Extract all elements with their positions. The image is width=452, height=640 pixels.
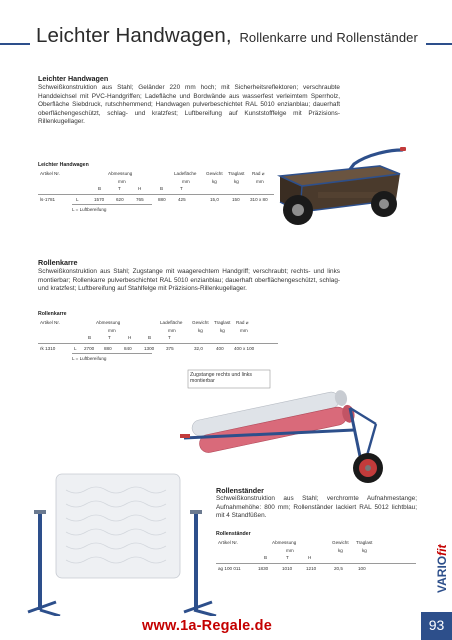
cell: 375 (166, 346, 174, 351)
unit: mm (118, 179, 126, 184)
unit: mm (168, 328, 176, 333)
unit: kg (234, 179, 239, 184)
cell: 1010 (282, 566, 293, 571)
page-title (36, 24, 418, 48)
dim: H (128, 335, 132, 340)
unit: kg (338, 548, 343, 553)
rollenstaender-table (216, 531, 416, 573)
handwagen-image (272, 146, 416, 230)
cell: L (76, 197, 79, 202)
cell: 880 (158, 197, 166, 202)
handwagen-table (38, 162, 274, 212)
handwagen-heading: Leichter Handwagen (38, 74, 109, 83)
rollenstaender-heading: Rollenständer (216, 486, 264, 495)
rollenkarre-text: Schweißkonstruktion aus Stahl; Zugstange mit waagerechtem Handgriff; verschraubt; rechts- und links montierbar; Rollenkarre pulverbeschichtet RAL 5010 enzianblau; dauerhaft oberflächengeschützt, schlag- und kratzfest; Luftbereifung auf Stahlfelge mit Präzisions-Rillenkugellager. (38, 268, 340, 293)
cell: ag 100 011 (218, 566, 241, 571)
cell: 100 (358, 566, 366, 571)
unit: mm (286, 548, 294, 553)
rollenstaender-image (26, 470, 218, 616)
col-gewicht: Gewicht (192, 320, 209, 325)
page-number: 93 (428, 617, 445, 633)
cell: 840 (124, 346, 132, 351)
svg-text:VARIOfit: VARIOfit (435, 544, 449, 593)
table-note (72, 353, 152, 361)
unit: kg (362, 548, 367, 553)
table-title: Rollenkarre (38, 311, 67, 317)
note-text: L = Luftbereifung (72, 356, 107, 361)
col-traglast: Traglast (214, 320, 231, 325)
cell: 1210 (306, 566, 317, 571)
table-unit-row (38, 328, 278, 335)
cell: L (74, 346, 77, 351)
note-text: L = Luftbereifung (72, 207, 107, 212)
col-traglast: Traglast (228, 171, 245, 176)
unit: kg (212, 179, 217, 184)
header-rule-left (0, 43, 30, 45)
table-row (38, 343, 278, 353)
col-ladeflaeche: Ladefläche (174, 171, 197, 176)
col-abmessung: Abmessung (96, 320, 121, 325)
cell: 765 (136, 197, 144, 202)
cell: ls-1781 (40, 197, 56, 202)
table-header-row (38, 171, 274, 179)
page-number-box (421, 612, 452, 640)
cell: 400 x 100 (234, 346, 255, 351)
cell: 310 x 80 (250, 197, 268, 202)
table-dim-row (38, 335, 278, 343)
table-header-row (38, 320, 278, 328)
cell: 880 (104, 346, 112, 351)
website-url[interactable]: www.1a-Regale.de (142, 618, 272, 634)
dim: B (264, 555, 268, 560)
dim: H (138, 186, 142, 191)
unit: kg (220, 328, 225, 333)
cell: 425 (178, 197, 186, 202)
table-title: Leichter Handwagen (38, 162, 89, 168)
unit: mm (240, 328, 248, 333)
unit: mm (182, 179, 190, 184)
page-header (0, 22, 452, 52)
cell: rk 1310 (40, 346, 56, 351)
col-rad: Rad ⌀ (236, 320, 249, 325)
col-gewicht: Gewicht (332, 540, 349, 545)
col-artikel: Artikel Nr. (40, 320, 60, 325)
cell: 2700 (84, 346, 95, 351)
table-dim-row (216, 555, 416, 563)
title-main: Leichter Handwagen, (36, 24, 232, 47)
dim: B (98, 186, 102, 191)
col-abmessung: Abmessung (108, 171, 133, 176)
rollenkarre-heading: Rollenkarre (38, 258, 78, 267)
title-sub: Rollenkarre und Rollenständer (239, 30, 418, 45)
handwagen-text: Schweißkonstruktion aus Stahl; Geländer 220 mm hoch; mit Sicherheitsreflektoren; verschraubte Handdeichsel mit PVC-Handgriffen; Ladefläche und Bordwände aus wasserfest verleimtem Sperrholz, Oberfläche Siebdruck, rutschhemmend; Handwagen pulverbeschichtet RAL 5010 enzianblau; dauerhaft oberflächengeschützt, schlag- und kratzfest; Luftbereifung auf Kunststofffelge mit Präzisions-Rillenkugellager. (38, 84, 340, 126)
table-unit-row (216, 548, 416, 555)
col-gewicht: Gewicht (206, 171, 223, 176)
table-title: Rollenständer (216, 531, 251, 537)
cell: 15,0 (210, 197, 219, 202)
dim: T (168, 335, 171, 340)
unit: mm (256, 179, 264, 184)
cell: 1830 (258, 566, 269, 571)
variofit-logo (433, 543, 451, 595)
table-unit-row (38, 179, 274, 186)
cell: 1300 (144, 346, 155, 351)
table-note (72, 204, 152, 212)
rollenkarre-caption: Zugstange rechts und links montierbar (190, 372, 252, 385)
dim: H (308, 555, 312, 560)
col-traglast: Traglast (356, 540, 373, 545)
dim: T (286, 555, 289, 560)
dim: T (180, 186, 183, 191)
header-rule-right (426, 43, 452, 45)
dim: B (88, 335, 92, 340)
rollenkarre-table (38, 311, 278, 361)
cell: 1570 (94, 197, 105, 202)
dim: B (148, 335, 152, 340)
table-header-row (216, 540, 416, 548)
table-row (216, 563, 416, 573)
unit: mm (108, 328, 116, 333)
table-dim-row (38, 186, 274, 194)
dim: T (118, 186, 121, 191)
cell: 32,0 (194, 346, 203, 351)
cell: 620 (116, 197, 124, 202)
cell: 20,5 (334, 566, 343, 571)
col-artikel: Artikel Nr. (40, 171, 60, 176)
col-abmessung: Abmessung (272, 540, 297, 545)
dim: B (160, 186, 164, 191)
col-ladeflaeche: Ladefläche (160, 320, 183, 325)
dim: T (108, 335, 111, 340)
col-artikel: Artikel Nr. (218, 540, 238, 545)
table-row (38, 194, 274, 204)
cell: 150 (232, 197, 240, 202)
cell: 400 (216, 346, 224, 351)
unit: kg (198, 328, 203, 333)
rollenstaender-text: Schweißkonstruktion aus Stahl; verchromte Aufnahmestange; Aufnahmehöhe: 800 mm; Rollenständer lackiert RAL 5012 lichtblau; mit 4 Standfüßen. (216, 495, 417, 520)
col-rad: Rad ⌀ (252, 171, 265, 176)
